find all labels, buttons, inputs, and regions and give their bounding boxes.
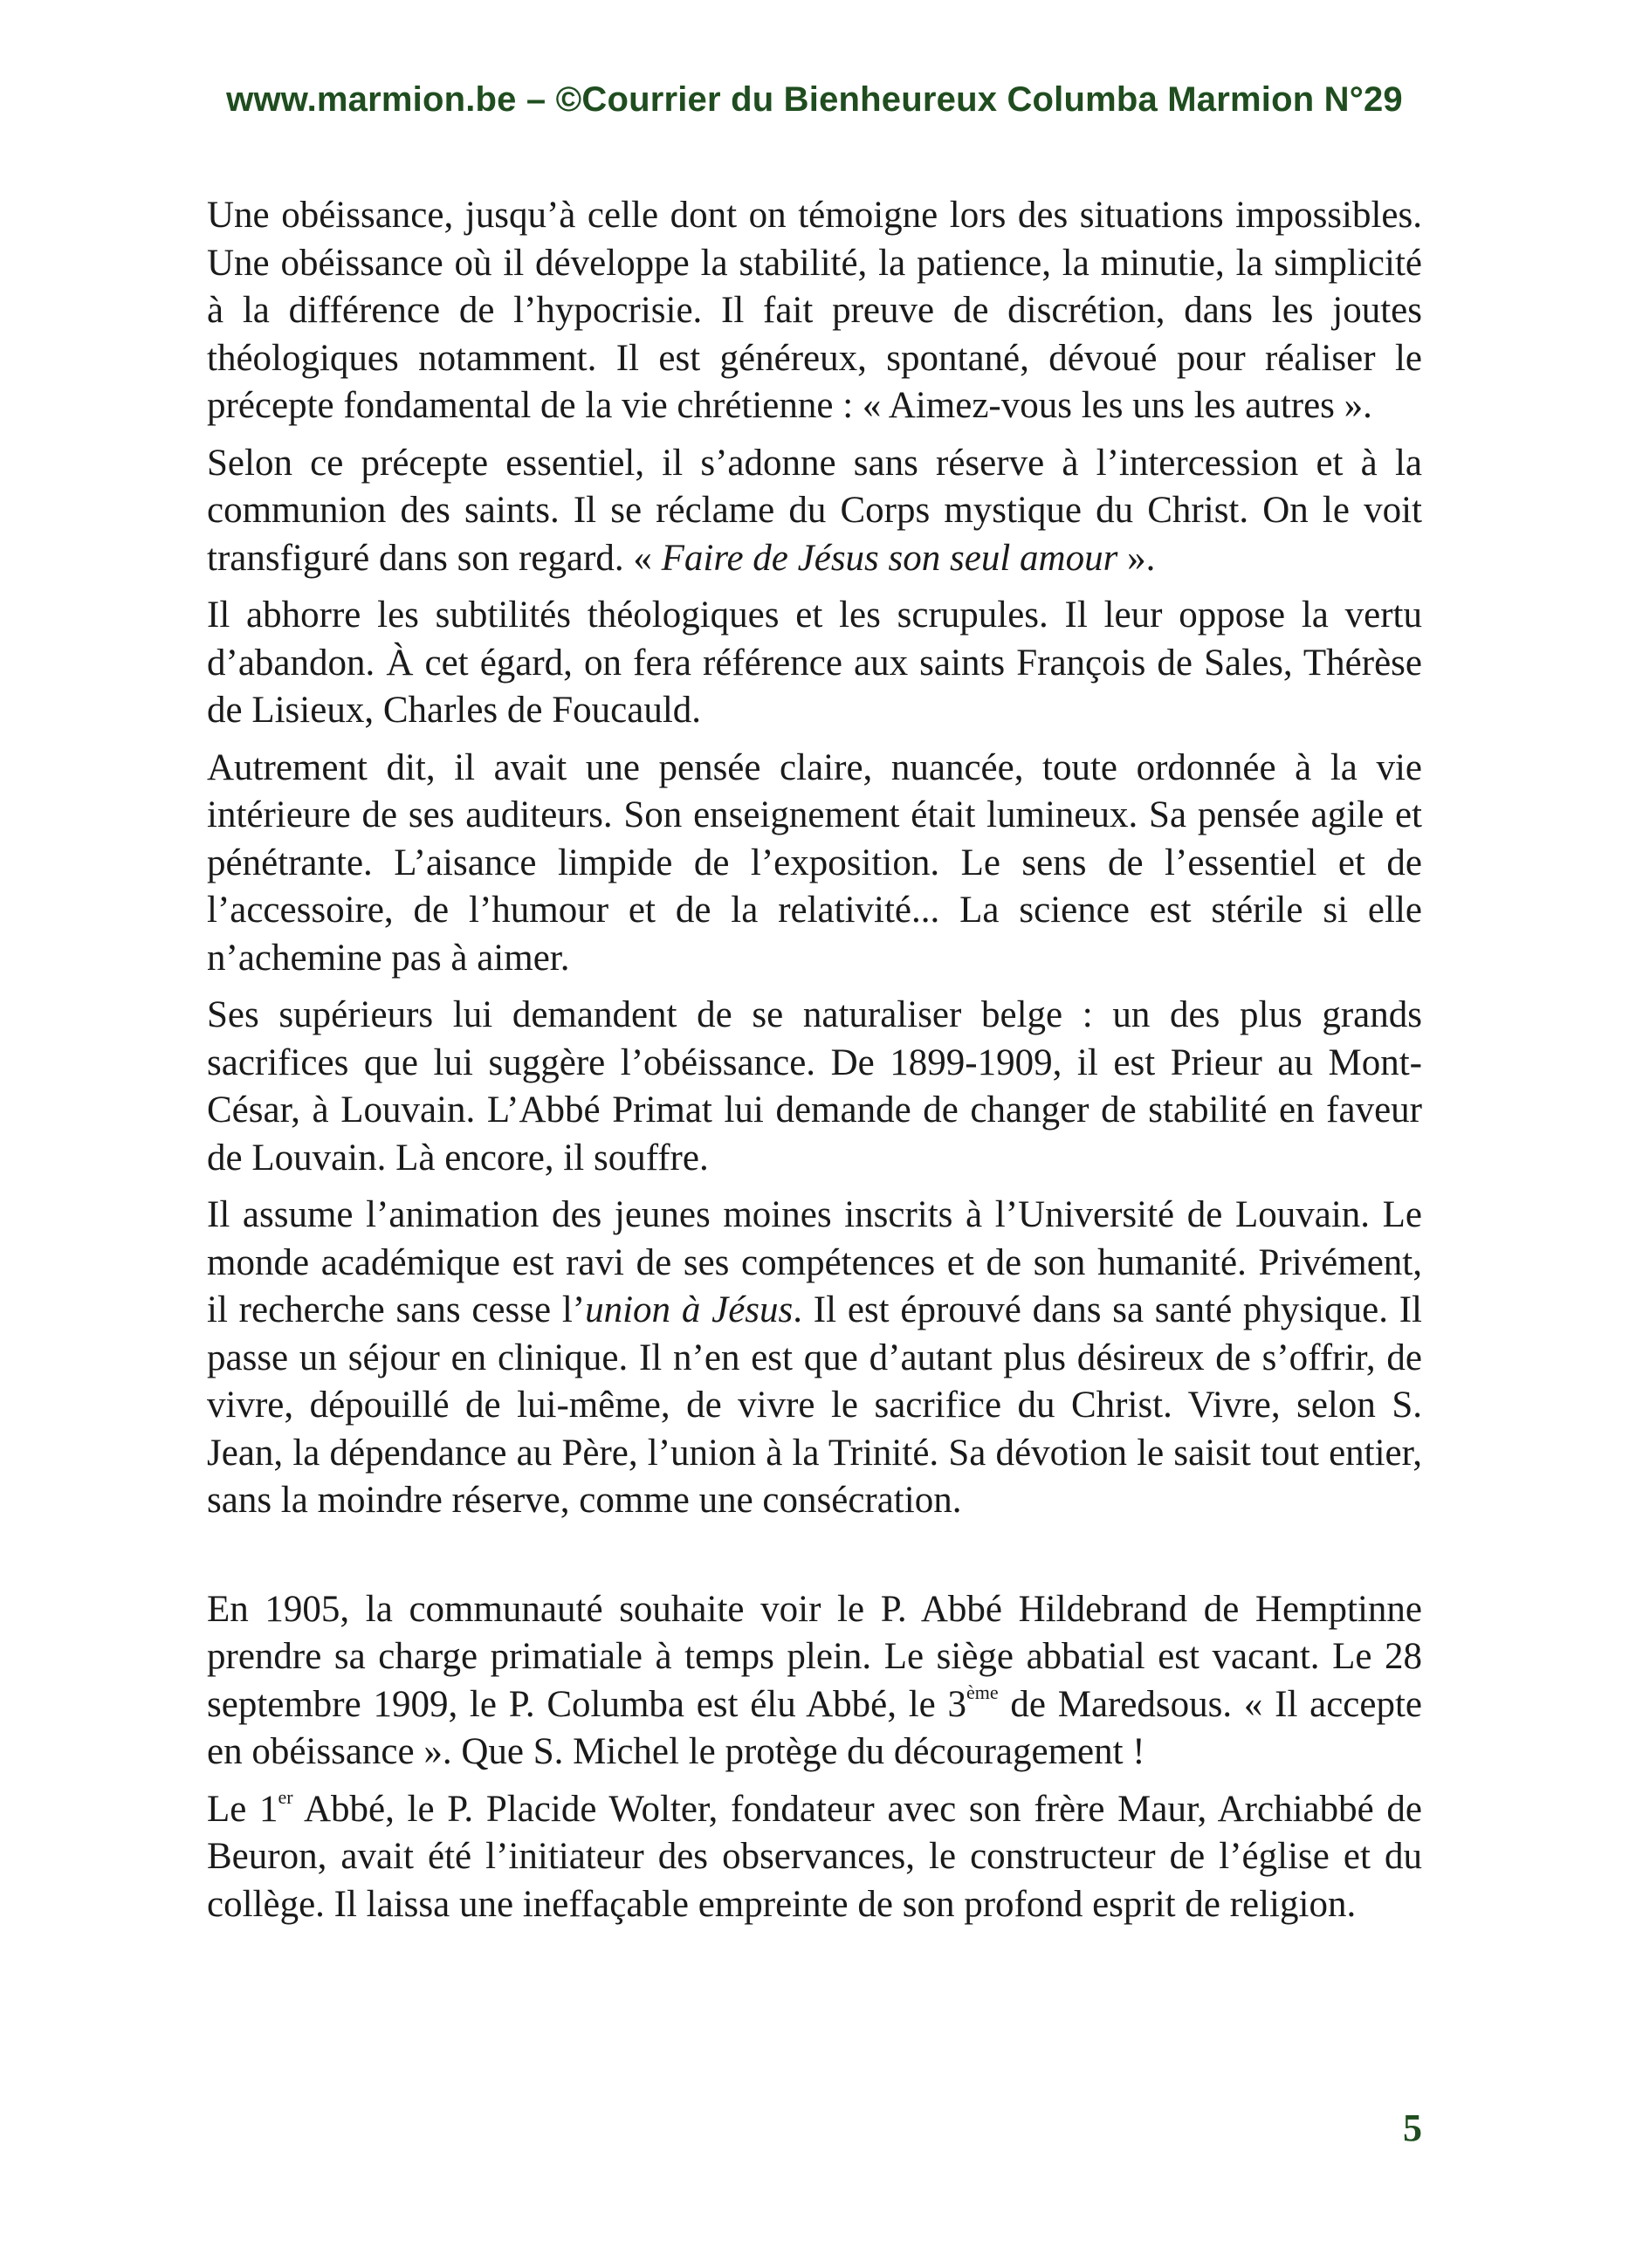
paragraph-8-text-after: Abbé, le P. Placide Wolter, fondateur avec son frère Maur, Archiabbé de Beuron, avait été l’initiateur des observances, le constructeur de l’église et du collège. Il laissa une ineffaçable empreinte de son profond esprit de religion. (207, 1788, 1422, 1925)
paragraph-2 (207, 440, 1422, 583)
paragraph-6-text-after: . Il est éprouvé dans sa santé physique. Il passe un séjour en clinique. Il n’en est que d’autant plus désireux de s’offrir, de vivre, dépouillé de lui-même, de vivre le sacrifice du Christ. Vivre, selon S. Jean, la dépendance au Père, l’union à la Trinité. Sa dévotion le saisit tout entier, sans la moindre réserve, comme une consécration. (207, 1289, 1422, 1521)
paragraph-6-text-before: Il assume l’animation des jeunes moines inscrits à l’Université de Louvain. Le monde académique est ravi de ses compétences et de son humanité. Privément, il recherche sans cesse l’ (207, 1194, 1422, 1330)
paragraph-1: Une obéissance, jusqu’à celle dont on témoigne lors des situations impossibles. Une obéissance où il développe la stabilité, la patience, la minutie, la simplicité à la différence de l’hypocrisie. Il fait preuve de discrétion, dans les joutes théologiques notamment. Il est généreux, spontané, dévoué pour réaliser le précepte fondamental de la vie chrétienne : « Aimez-vous les uns les autres ». (207, 195, 1422, 426)
paragraph-7 (207, 1586, 1422, 1777)
paragraph-2-text-after: ». (1117, 537, 1156, 579)
paragraph-7-text-before: En 1905, la communauté souhaite voir le P. Abbé Hildebrand de Hemptinne prendre sa charge primatiale à temps plein. Le siège abbatial est vacant. Le 28 septembre 1909, le P. Columba est élu Abbé, le 3 (207, 1588, 1422, 1725)
paragraph-7-text-after: de Maredsous. « Il accepte en obéissance ». Que S. Michel le protège du découragement ! (207, 1683, 1422, 1772)
paragraph-2-text-before: Selon ce précepte essentiel, il s’adonne sans réserve à l’intercession et à la communion des saints. Il se réclame du Corps mystique du Christ. On le voit transfiguré dans son regard. « (207, 442, 1422, 579)
paragraph-3: Il abhorre les subtilités théologiques et les scrupules. Il leur oppose la vertu d’abandon. À cet égard, on fera référence aux saints François de Sales, Thérèse de Lisieux, Charles de Foucauld. (207, 594, 1422, 731)
paragraph-4: Autrement dit, il avait une pensée claire, nuancée, toute ordonnée à la vie intérieure de ses auditeurs. Son enseignement était lumineux. Sa pensée agile et pénétrante. L’aisance limpide de l’exposition. Le sens de l’essentiel et de l’accessoire, de l’humour et de la relativité... La science est stérile si elle n’achemine pas à aimer. (207, 746, 1422, 979)
paragraph-7-superscript: ème (966, 1680, 999, 1703)
paragraph-8-text-before: Le 1 (207, 1788, 278, 1830)
page-header: www.marmion.be – ©Courrier du Bienheureux Columba Marmion N°29 (226, 80, 1403, 119)
paragraph-5: Ses supérieurs lui demandent de se naturaliser belge : un des plus grands sacrifices que lui suggère l’obéissance. De 1899-1909, il est Prieur au Mont-César, à Louvain. L’Abbé Primat lui demande de changer de stabilité en faveur de Louvain. Là encore, il souffre. (207, 994, 1422, 1179)
page-number: 5 (1403, 2106, 1422, 2149)
paragraph-6-italic: union à Jésus (585, 1289, 794, 1330)
paragraph-2-italic: Faire de Jésus son seul amour (661, 537, 1118, 579)
paragraph-8-superscript: er (278, 1785, 293, 1808)
paragraph-8 (207, 1786, 1422, 1929)
body-text (207, 192, 1422, 1938)
paragraph-6 (207, 1192, 1422, 1525)
